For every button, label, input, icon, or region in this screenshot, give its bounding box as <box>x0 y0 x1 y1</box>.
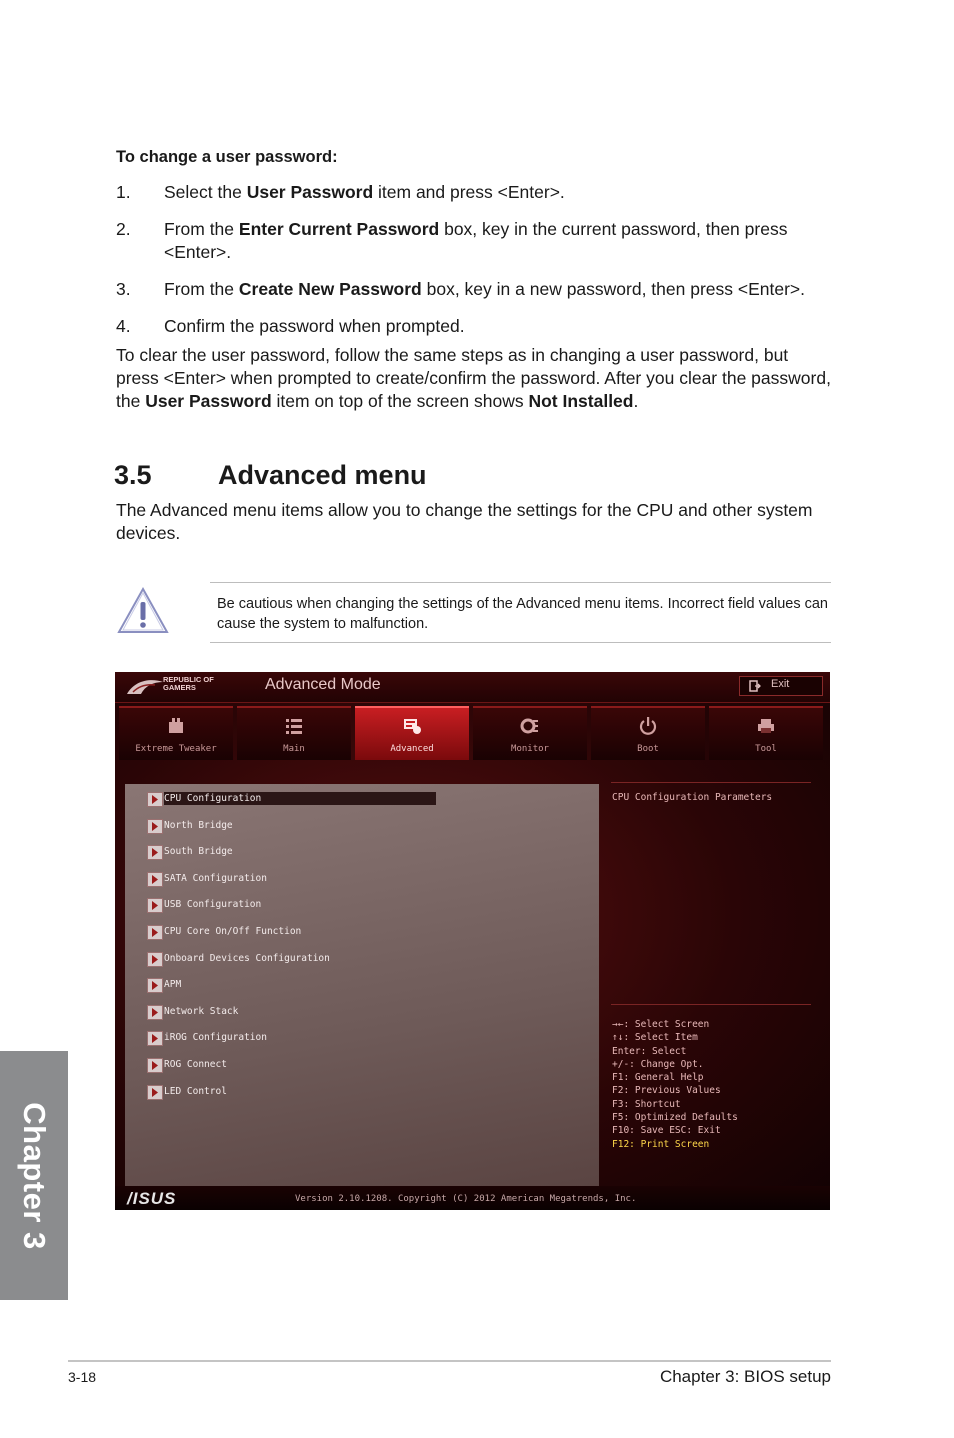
page-number: 3-18 <box>68 1369 97 1385</box>
tab-label: Boot <box>637 744 659 754</box>
bios-menu-item-label: iROG Configuration <box>164 1032 267 1044</box>
tab-advanced[interactable] <box>355 706 469 760</box>
chevron-right-icon <box>147 952 163 967</box>
step-number: 2. <box>116 219 131 239</box>
subsection-heading: To change a user password: <box>116 148 338 166</box>
tab-label: Main <box>283 744 305 754</box>
bios-version-text: Version 2.10.1208. Copyright (C) 2012 American Megatrends, Inc. <box>295 1194 637 1204</box>
bios-menu-item-label: LED Control <box>164 1085 227 1097</box>
chevron-right-icon <box>147 819 163 834</box>
bios-menu-item-label: CPU Configuration <box>164 792 436 805</box>
chevron-right-icon <box>147 845 163 860</box>
key-legend-line: Enter: Select <box>612 1045 687 1057</box>
key-legend-line: ↑↓: Select Item <box>612 1032 698 1044</box>
step-number: 3. <box>116 279 131 299</box>
section-intro: The Advanced menu items allow you to change the settings for the CPU and other system devices. <box>116 500 813 543</box>
exit-label: Exit <box>771 678 790 690</box>
tab-extreme-tweaker[interactable] <box>119 706 233 760</box>
bios-tab-bar <box>119 706 827 758</box>
asus-logo: /ISUS <box>127 1189 177 1208</box>
tab-main[interactable] <box>237 706 351 760</box>
tab-monitor[interactable] <box>473 706 587 760</box>
step-text: Confirm the password when prompted. <box>164 316 465 336</box>
step-number: 1. <box>116 182 131 202</box>
tab-tool[interactable] <box>709 706 823 760</box>
chevron-right-icon <box>147 1058 163 1073</box>
note-top-rule <box>210 582 831 583</box>
key-legend-line: +/-: Change Opt. <box>612 1058 704 1070</box>
bios-menu-item-label: Network Stack <box>164 1005 239 1017</box>
chevron-right-icon <box>147 1005 163 1020</box>
bios-menu-item-label: SATA Configuration <box>164 872 267 884</box>
chevron-right-icon <box>147 1085 163 1100</box>
bios-menu-item-label: USB Configuration <box>164 899 262 911</box>
step-2 <box>116 218 836 266</box>
step-3 <box>116 278 836 302</box>
help-separator <box>611 1004 811 1005</box>
step-text: Select the User Password item and press <Enter>. <box>164 182 565 202</box>
step-text: From the Enter Current Password box, key in the current password, then press <Enter>. <box>164 219 788 262</box>
key-legend-line: F12: Print Screen <box>612 1138 710 1150</box>
list-icon <box>284 716 304 736</box>
footer-chapter-title: Chapter 3: BIOS setup <box>659 1367 831 1386</box>
advanced-icon <box>402 716 422 736</box>
tool-icon <box>756 716 776 736</box>
caution-note-text: Be cautious when changing the settings of the Advanced menu items. Incorrect field values can cause the system to malfunction. <box>217 596 828 632</box>
bios-menu-item-label: South Bridge <box>164 846 233 858</box>
bios-menu-item-label: ROG Connect <box>164 1059 227 1070</box>
chevron-right-icon <box>147 1031 163 1046</box>
exit-icon <box>749 679 761 691</box>
step-text: From the Create New Password box, key in a new password, then press <Enter>. <box>164 279 806 299</box>
chapter-side-label: Chapter 3 <box>17 1101 52 1250</box>
chevron-right-icon <box>147 898 163 913</box>
chevron-right-icon <box>147 792 163 807</box>
step-4 <box>116 315 836 339</box>
tweaker-icon <box>166 716 186 736</box>
footer-rule <box>68 1360 831 1362</box>
tab-label: Monitor <box>511 744 549 754</box>
bios-menu-list <box>125 792 599 1122</box>
key-legend <box>612 1018 738 1151</box>
monitor-icon <box>520 716 540 736</box>
key-legend-line: F2: Previous Values <box>612 1085 721 1097</box>
bios-menu-item-label: Onboard Devices Configuration <box>164 952 330 964</box>
warning-icon <box>116 586 170 636</box>
key-legend-line: F5: Optimized Defaults <box>612 1112 738 1124</box>
key-legend-line: F3: Shortcut <box>612 1098 681 1110</box>
tab-boot[interactable] <box>591 706 705 760</box>
bios-menu-item-label: CPU Core On/Off Function <box>164 926 302 937</box>
chevron-right-icon <box>147 872 163 887</box>
help-top-rule <box>611 782 811 783</box>
key-legend-line: →←: Select Screen <box>612 1019 710 1030</box>
bios-menu-item-label: APM <box>164 979 182 991</box>
chevron-right-icon <box>147 978 163 993</box>
tab-label: Advanced <box>390 744 434 754</box>
bios-mode-title: Advanced Mode <box>265 676 381 693</box>
rog-brand-text: REPUBLIC OF GAMERS <box>163 675 214 692</box>
note-bottom-rule <box>210 642 831 643</box>
step-number: 4. <box>116 316 131 336</box>
help-description: CPU Configuration Parameters <box>612 792 773 803</box>
section-title: Advanced menu <box>218 460 427 490</box>
tab-label: Extreme Tweaker <box>135 744 217 754</box>
step-1 <box>116 181 836 205</box>
tab-label: Tool <box>755 744 777 754</box>
key-legend-line: F10: Save ESC: Exit <box>612 1125 721 1137</box>
bios-menu-item-label: North Bridge <box>164 819 233 831</box>
power-icon <box>638 716 658 736</box>
key-legend-line: F1: General Help <box>612 1072 704 1084</box>
clear-password-paragraph: To clear the user password, follow the same steps as in changing a user password, but press <Enter> when prompted to create/confirm the password. After you clear the password, the User Password item on top of the screen shows Not Installed. <box>116 345 831 411</box>
section-number: 3.5 <box>114 460 152 490</box>
chevron-right-icon <box>147 925 163 940</box>
bios-screenshot <box>115 672 830 1210</box>
